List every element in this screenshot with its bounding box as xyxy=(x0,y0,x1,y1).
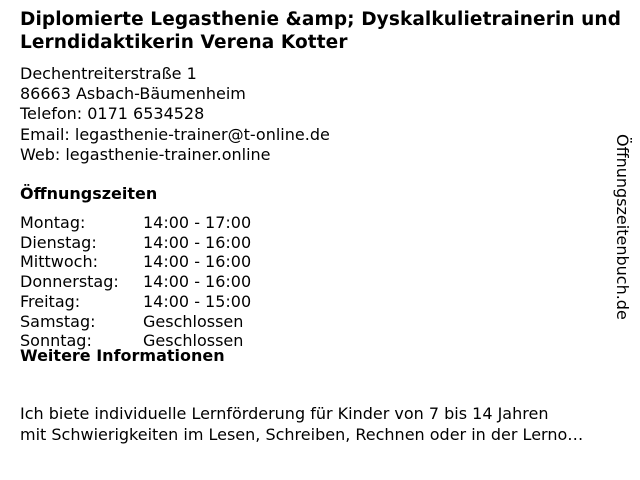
email-address: Email: legasthenie-trainer@t-online.de xyxy=(20,124,330,144)
hours-day: Donnerstag: xyxy=(20,272,119,292)
website: Web: legasthenie-trainer.online xyxy=(20,144,271,164)
hours-day: Montag: xyxy=(20,213,86,232)
hours-row-thursday xyxy=(20,272,251,292)
hours-row-wednesday xyxy=(20,252,251,272)
hours-time: 14:00 - 15:00 xyxy=(143,291,252,311)
page-title: Diplomierte Legasthenie &amp; Dyskalkulietrainerin und Lerndidaktikerin Verena Kotter xyxy=(20,9,635,53)
hours-time: 14:00 - 17:00 xyxy=(143,213,252,232)
opening-hours-heading: Öffnungszeiten xyxy=(20,184,158,203)
hours-time: 14:00 - 16:00 xyxy=(143,272,252,292)
hours-day: Freitag: xyxy=(20,291,81,311)
hours-row-monday xyxy=(20,213,251,233)
hours-time: 14:00 - 16:00 xyxy=(143,252,252,272)
hours-row-saturday xyxy=(20,312,251,332)
street-address: Dechentreiterstraße 1 xyxy=(20,64,197,83)
phone-number: Telefon: 0171 6534528 xyxy=(20,104,205,124)
city-address: 86663 Asbach-Bäumenheim xyxy=(20,84,246,104)
opening-hours-table xyxy=(20,213,251,351)
hours-day: Sonntag: xyxy=(20,331,92,351)
watermark: Öffnungszeitenbuch.de xyxy=(613,134,632,320)
hours-row-friday xyxy=(20,292,251,312)
further-information-heading: Weitere Informationen xyxy=(20,346,225,365)
hours-day: Dienstag: xyxy=(20,232,97,252)
further-information-text xyxy=(20,404,632,445)
hours-time: 14:00 - 16:00 xyxy=(143,232,252,252)
hours-day: Mittwoch: xyxy=(20,252,98,272)
address-block xyxy=(20,64,330,165)
info-line: Ich biete individuelle Lernförderung für Kinder von 7 bis 14 Jahren xyxy=(20,404,549,423)
hours-row-tuesday xyxy=(20,233,251,253)
hours-time: Geschlossen xyxy=(143,311,244,331)
hours-time: Geschlossen xyxy=(143,331,244,351)
hours-day: Samstag: xyxy=(20,311,96,331)
info-line: mit Schwierigkeiten im Lesen, Schreiben, Rechnen oder in der Lerno… xyxy=(20,424,584,444)
